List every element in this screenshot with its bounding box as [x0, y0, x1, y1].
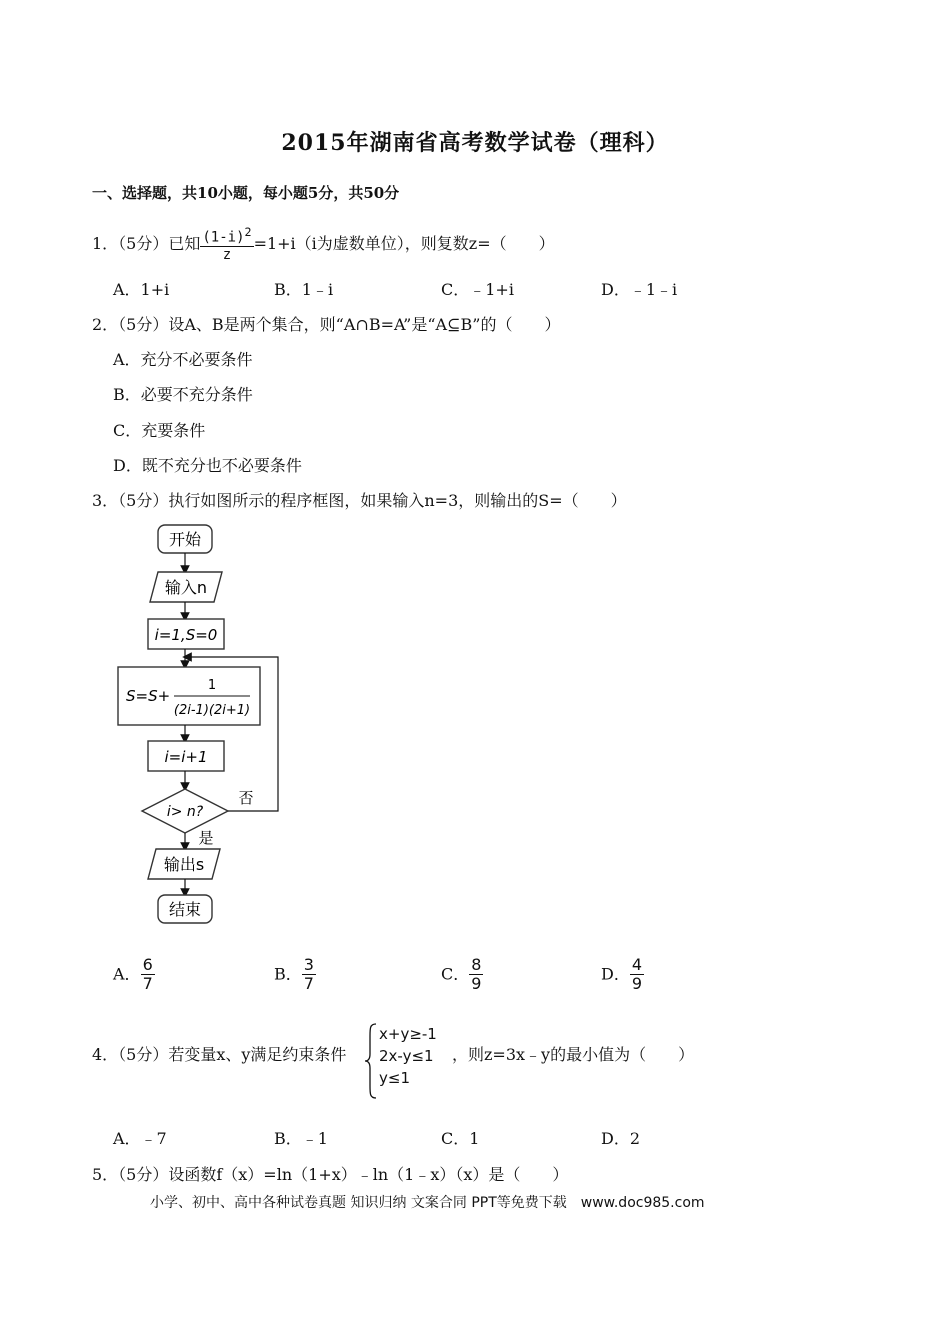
q3-option-d-label: D．: [601, 964, 630, 984]
q4-constraint-2: 2x-y≤1: [379, 1047, 434, 1065]
q4-constraint-3: y≤1: [379, 1069, 410, 1087]
q1-frac-exp: 2: [244, 225, 252, 239]
q3-option-b-label: B．: [274, 964, 302, 984]
q1-prefix: 1．（5分）已知: [92, 233, 201, 253]
q3-option-c[interactable]: [441, 956, 483, 994]
flow-output-label: 输出s: [163, 855, 205, 874]
q4-option-b[interactable]: B．﹣1: [274, 1129, 328, 1148]
q3-option-b-num: 3: [303, 955, 314, 974]
flow-yes-label: 是: [198, 829, 214, 847]
question-4-prefix: 4．（5分）若变量x、y满足约束条件: [92, 1045, 347, 1064]
q1-frac-num: (1-i): [202, 229, 245, 246]
q1-option-d[interactable]: D．﹣1﹣i: [601, 280, 678, 299]
q3-option-d-den: 9: [631, 974, 643, 994]
question-3: 3．（5分）执行如图所示的程序框图，如果输入n=3，则输出的S=（ ）: [92, 491, 627, 510]
flow-increment-label: i=i+1: [164, 748, 208, 766]
q4-option-c[interactable]: C．1: [441, 1129, 480, 1148]
q4-brace: [364, 1022, 378, 1100]
q3-option-a-num: 6: [142, 955, 153, 974]
q2-option-c[interactable]: C．充要条件: [113, 421, 206, 440]
q3-option-d-frac: [630, 956, 644, 994]
flowchart: [110, 515, 290, 935]
flow-update-prefix: S=S+: [126, 687, 171, 705]
flow-start-label: 开始: [168, 530, 202, 549]
q2-option-a[interactable]: A．充分不必要条件: [113, 350, 253, 369]
q4-option-d[interactable]: D．2: [601, 1129, 641, 1148]
q3-option-b[interactable]: [274, 956, 316, 994]
flow-condition-label: i> n?: [166, 804, 204, 820]
q3-option-d[interactable]: [601, 956, 644, 994]
q1-suffix: =1+i（i为虚数单位），则复数z=（ ）: [253, 233, 555, 253]
q4-constraint-1: x+y≥-1: [379, 1025, 437, 1043]
q3-option-b-den: 7: [303, 974, 314, 994]
q4-constraints: [379, 1023, 437, 1089]
q1-frac-den: z: [222, 246, 232, 263]
flow-input-label: 输入n: [164, 578, 208, 597]
q4-option-a[interactable]: A．﹣7: [113, 1129, 167, 1148]
q3-option-c-label: C．: [441, 964, 470, 984]
q3-option-d-num: 4: [631, 955, 643, 974]
q3-option-c-den: 9: [471, 974, 482, 994]
q3-option-b-frac: [302, 956, 316, 994]
question-2: 2．（5分）设A、B是两个集合，则“A∩B=A”是“A⊆B”的（ ）: [92, 315, 561, 334]
q2-option-d[interactable]: D．既不充分也不必要条件: [113, 456, 302, 475]
q1-fraction: [200, 226, 253, 263]
q2-option-b[interactable]: B．必要不充分条件: [113, 385, 253, 404]
footer-banner: 小学、初中、高中各种试卷真题 知识归纳 文案合同 PPT等免费下载 www.doc985.com: [150, 1195, 705, 1211]
section-heading: 一、选择题，共10小题，每小题5分，共50分: [92, 184, 400, 202]
q1-option-b[interactable]: B．1﹣i: [274, 280, 334, 299]
q1-option-a[interactable]: A．1+i: [113, 280, 170, 299]
question-1: [92, 226, 555, 263]
question-5: 5．（5分）设函数f（x）=ln（1+x）﹣ln（1﹣x）（x）是（ ）: [92, 1165, 569, 1184]
question-4-suffix: ，则z=3x﹣y的最小值为（ ）: [452, 1045, 695, 1064]
flow-no-label: 否: [238, 789, 254, 807]
q1-option-c[interactable]: C．﹣1+i: [441, 280, 514, 299]
q3-option-a-label: A．: [113, 964, 141, 984]
q3-option-a-frac: [141, 956, 155, 994]
q3-option-c-frac: [469, 956, 483, 994]
q3-option-a[interactable]: [113, 956, 155, 994]
q3-option-a-den: 7: [142, 974, 153, 994]
flow-update-num: 1: [207, 678, 217, 693]
flow-init-label: i=1,S=0: [154, 626, 218, 644]
q3-option-c-num: 8: [471, 955, 482, 974]
page-title: 2015年湖南省高考数学试卷（理科）: [281, 130, 669, 156]
flow-end-label: 结束: [168, 900, 202, 919]
flow-update-den: (2i-1)(2i+1): [173, 703, 251, 718]
